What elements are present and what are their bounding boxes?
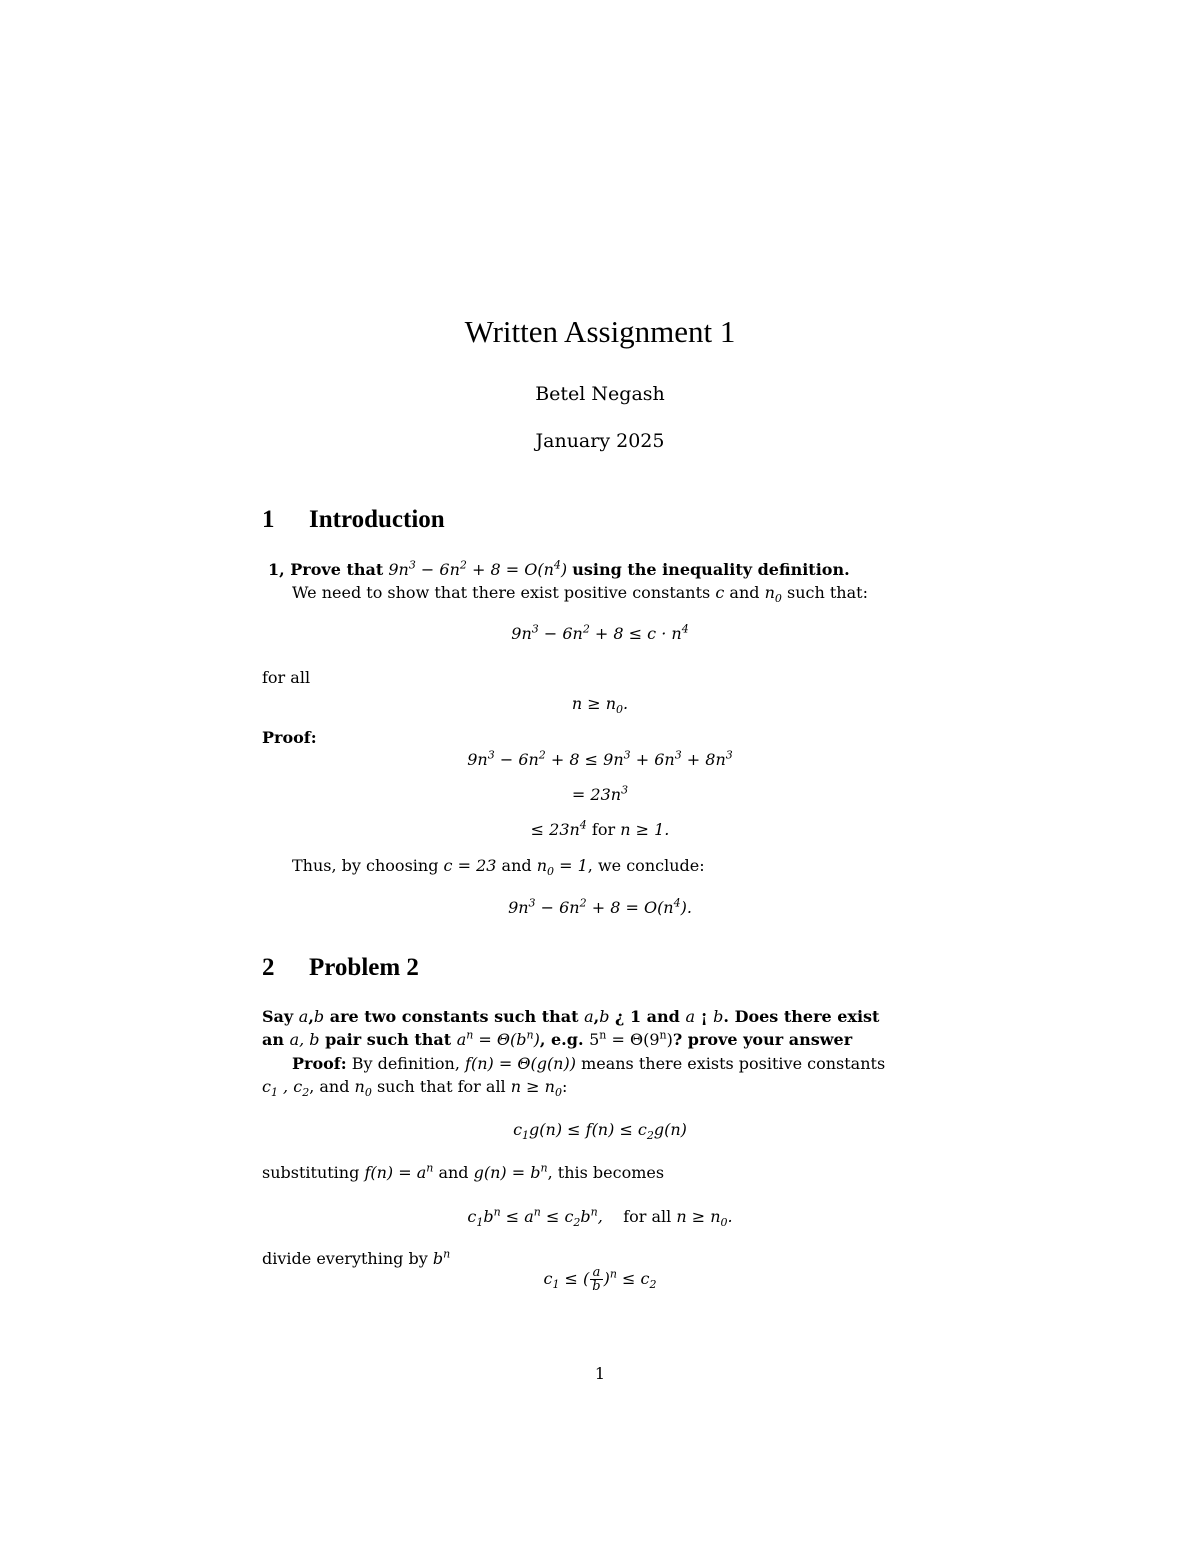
section-title: Problem 2 — [309, 954, 419, 981]
problem-1-statement: 1, Prove that $9n^3 - 6n^2 + 8 = O(n^4)$ using the inequality definition. — [268, 558, 850, 579]
equation-n-ge-n0: $n \ge n_0$. — [571, 694, 629, 717]
equation-inequality: $9n^3 - 6n^2 + 8 \le c \cdot n^4$ — [511, 622, 689, 643]
page-number: 1 — [594, 1364, 606, 1383]
equation-proof-step-3: ≤ $23n^4$ for n ≥ 1. — [530, 818, 670, 839]
section-heading-problem-2 — [262, 954, 419, 982]
conclusion-text: Thus, by choosing c = 23 and $n_0 = 1$, we conclude: — [292, 856, 705, 879]
section-title: Introduction — [309, 506, 445, 533]
problem-2-proof-text: Proof: By definition, f(n) = Θ(g(n)) means there exists positive constants — [292, 1054, 886, 1073]
for-all-text: for all — [262, 668, 311, 687]
problem-2-question-line-2: an a, b pair such that $a^n = \Theta(b^n)$, e.g. $5^n = \Theta(9^n)$? prove your answer — [262, 1028, 853, 1049]
problem-2-constants-line: $c_1$ , $c_2$, and $n_0$ such that for all $n \ge n_0$: — [262, 1077, 568, 1100]
equation-proof-step-2: = $23n^3$ — [571, 783, 629, 804]
document-date: January 2025 — [535, 430, 665, 452]
equation-ratio: $c_1$ ≤ ( $\frac{a}{b}$ )$^n \le c_2$ — [543, 1265, 657, 1294]
section-heading-introduction — [262, 506, 445, 534]
divide-text: divide everything by $b^n$ — [262, 1247, 451, 1268]
problem-2-question-line-1: Say a,b are two constants such that a,b ¿ 1 and a ¡ b. Does there exist — [262, 1007, 880, 1026]
document-title: Written Assignment 1 — [464, 314, 736, 349]
section-number: 2 — [262, 954, 275, 981]
equation-proof-step-1: $9n^3 - 6n^2 + 8 \le 9n^3 + 6n^3 + 8n^3$ — [467, 748, 733, 769]
section-number: 1 — [262, 506, 275, 533]
equation-substituted: $c_1b^n \le a^n \le c_2b^n$, for all $n \ge n_0$. — [467, 1205, 733, 1230]
equation-theta-definition: $c_1g(n) \le f(n) \le c_2g(n)$ — [513, 1120, 687, 1143]
substituting-text: substituting $f(n) = a^n$ and $g(n) = b^n$, this becomes — [262, 1161, 665, 1182]
equation-conclusion: $9n^3 - 6n^2 + 8 = O(n^4)$. — [508, 896, 692, 917]
problem-1-need-text: We need to show that there exist positive constants c and $n_0$ such that: — [292, 583, 868, 606]
proof-label: Proof: — [262, 728, 317, 747]
fraction-a-over-b: $\frac{a}{b}$ — [592, 1265, 601, 1294]
document-author: Betel Negash — [535, 383, 665, 405]
